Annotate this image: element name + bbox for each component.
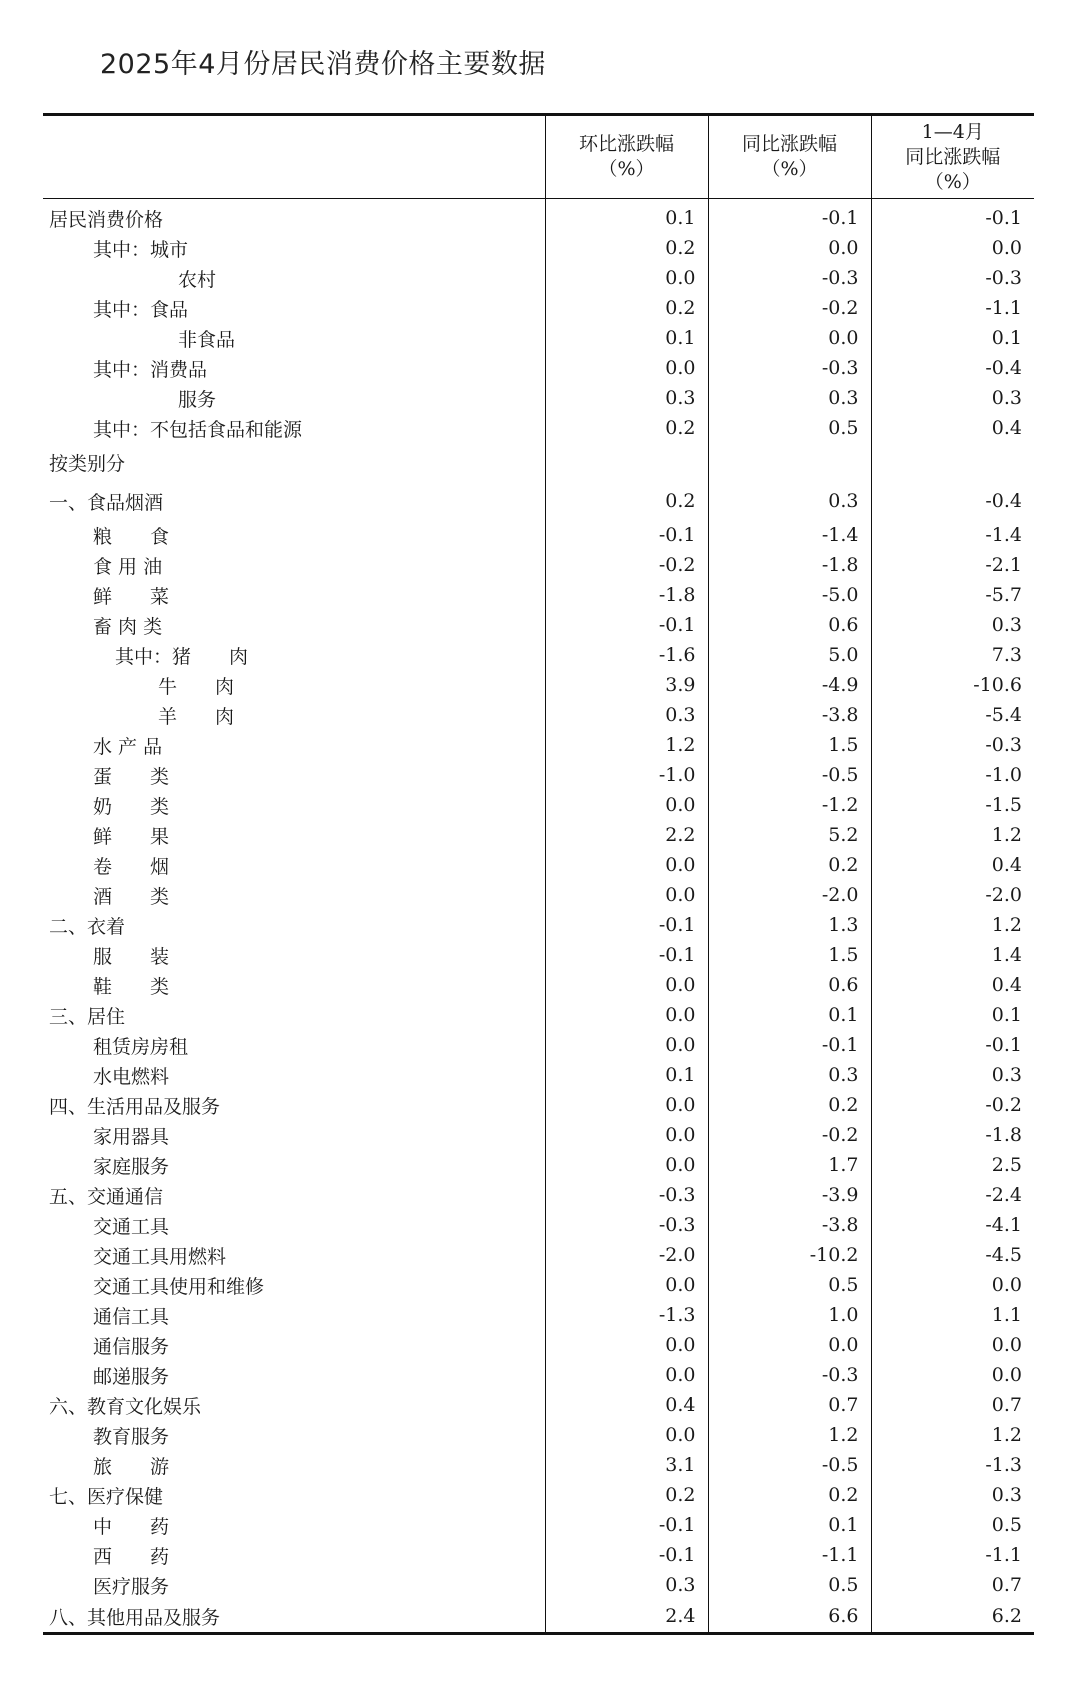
yoy-value: 0.5 bbox=[708, 413, 871, 443]
row-label: 鲜 果 bbox=[93, 825, 170, 848]
table-row bbox=[43, 1240, 1034, 1270]
yoy-value: -1.8 bbox=[708, 550, 871, 580]
yoy-value: -1.2 bbox=[708, 790, 871, 820]
ytd-value: -1.3 bbox=[871, 1450, 1034, 1480]
row-label: 其中：猪 肉 bbox=[115, 645, 249, 668]
mom-value: 0.3 bbox=[545, 1570, 708, 1600]
table-row bbox=[43, 482, 1034, 520]
mom-value: 0.0 bbox=[545, 1420, 708, 1450]
table-row bbox=[43, 1360, 1034, 1390]
ytd-value: 1.2 bbox=[871, 820, 1034, 850]
table-row bbox=[43, 940, 1034, 970]
ytd-value: -0.4 bbox=[871, 353, 1034, 383]
header-ytd-line2: 同比涨跌幅 bbox=[905, 145, 1001, 168]
ytd-value: 0.0 bbox=[871, 233, 1034, 263]
mom-value: 0.0 bbox=[545, 1030, 708, 1060]
mom-value: 0.0 bbox=[545, 1270, 708, 1300]
ytd-value: 0.0 bbox=[871, 1330, 1034, 1360]
ytd-value: -5.7 bbox=[871, 580, 1034, 610]
page-title: 2025年4月份居民消费价格主要数据 bbox=[100, 49, 546, 80]
table-row bbox=[43, 443, 1034, 482]
ytd-value: -0.1 bbox=[871, 199, 1034, 234]
row-label: 其中：消费品 bbox=[93, 358, 208, 381]
ytd-value: 0.7 bbox=[871, 1390, 1034, 1420]
row-label: 居民消费价格 bbox=[49, 208, 164, 231]
row-label: 粮 食 bbox=[93, 525, 170, 548]
ytd-value: -0.3 bbox=[871, 263, 1034, 293]
row-label: 鞋 类 bbox=[93, 975, 170, 998]
ytd-value: 0.0 bbox=[871, 1270, 1034, 1300]
ytd-value: 0.7 bbox=[871, 1570, 1034, 1600]
ytd-value: 0.3 bbox=[871, 610, 1034, 640]
ytd-value: -4.1 bbox=[871, 1210, 1034, 1240]
yoy-value: -3.8 bbox=[708, 1210, 871, 1240]
row-label: 食 用 油 bbox=[93, 555, 163, 578]
row-label: 二、衣着 bbox=[49, 915, 126, 938]
row-label: 一、食品烟酒 bbox=[49, 491, 164, 514]
row-label: 羊 肉 bbox=[158, 705, 235, 728]
table-row bbox=[43, 910, 1034, 940]
yoy-value: 1.0 bbox=[708, 1300, 871, 1330]
yoy-value: 1.2 bbox=[708, 1420, 871, 1450]
table-row bbox=[43, 700, 1034, 730]
row-label: 四、生活用品及服务 bbox=[49, 1095, 221, 1118]
table-row bbox=[43, 1270, 1034, 1300]
mom-value: -0.3 bbox=[545, 1180, 708, 1210]
header-yoy-line2: （%） bbox=[761, 158, 818, 180]
mom-value: 0.0 bbox=[545, 790, 708, 820]
ytd-value: -0.3 bbox=[871, 730, 1034, 760]
mom-value: 0.1 bbox=[545, 1060, 708, 1090]
ytd-value: 1.2 bbox=[871, 1420, 1034, 1450]
header-mom-line2: （%） bbox=[598, 158, 655, 180]
row-label: 五、交通通信 bbox=[49, 1185, 164, 1208]
yoy-value: 1.5 bbox=[708, 730, 871, 760]
row-label: 其中：不包括食品和能源 bbox=[93, 418, 303, 441]
table-row bbox=[43, 263, 1034, 293]
row-label: 家庭服务 bbox=[93, 1155, 170, 1178]
mom-value: -0.1 bbox=[545, 1540, 708, 1570]
header-mom-line1: 环比涨跌幅 bbox=[578, 133, 674, 155]
ytd-value: 0.3 bbox=[871, 383, 1034, 413]
yoy-value: 0.5 bbox=[708, 1270, 871, 1300]
mom-value: 0.2 bbox=[545, 233, 708, 263]
table-row bbox=[43, 1120, 1034, 1150]
table-row bbox=[43, 1060, 1034, 1090]
row-label: 中 药 bbox=[93, 1515, 170, 1538]
mom-value: -0.1 bbox=[545, 940, 708, 970]
table-row bbox=[43, 293, 1034, 323]
ytd-value: -1.1 bbox=[871, 293, 1034, 323]
ytd-value: -2.4 bbox=[871, 1180, 1034, 1210]
row-label: 交通工具使用和维修 bbox=[93, 1275, 265, 1298]
table-row bbox=[43, 640, 1034, 670]
table-row bbox=[43, 760, 1034, 790]
row-label: 按类别分 bbox=[49, 453, 126, 475]
mom-value: 0.0 bbox=[545, 1090, 708, 1120]
table-row bbox=[43, 610, 1034, 640]
ytd-value: 2.5 bbox=[871, 1150, 1034, 1180]
mom-value: -0.2 bbox=[545, 550, 708, 580]
table-row bbox=[43, 790, 1034, 820]
ytd-value: 1.2 bbox=[871, 910, 1034, 940]
yoy-value: 0.0 bbox=[708, 1330, 871, 1360]
ytd-value: -4.5 bbox=[871, 1240, 1034, 1270]
ytd-value: -2.0 bbox=[871, 880, 1034, 910]
yoy-value: -4.9 bbox=[708, 670, 871, 700]
yoy-value: 0.2 bbox=[708, 850, 871, 880]
mom-value: -0.3 bbox=[545, 1210, 708, 1240]
yoy-value: 0.0 bbox=[708, 323, 871, 353]
ytd-value: -1.8 bbox=[871, 1120, 1034, 1150]
mom-value: 0.0 bbox=[545, 850, 708, 880]
mom-value: 0.0 bbox=[545, 1000, 708, 1030]
row-label: 西 药 bbox=[93, 1545, 170, 1568]
mom-value: 3.1 bbox=[545, 1450, 708, 1480]
row-label: 其中：城市 bbox=[93, 238, 189, 261]
table-row bbox=[43, 1450, 1034, 1480]
header-ytd bbox=[871, 115, 1034, 199]
ytd-value: 1.1 bbox=[871, 1300, 1034, 1330]
ytd-value: 1.4 bbox=[871, 940, 1034, 970]
table-row bbox=[43, 520, 1034, 550]
table-row bbox=[43, 1180, 1034, 1210]
row-label: 水电燃料 bbox=[93, 1065, 170, 1088]
row-label: 非食品 bbox=[178, 328, 236, 351]
mom-value: 0.2 bbox=[545, 293, 708, 323]
table-row bbox=[43, 233, 1034, 263]
row-label: 教育服务 bbox=[93, 1425, 170, 1448]
mom-value: -0.1 bbox=[545, 910, 708, 940]
mom-value: -0.1 bbox=[545, 520, 708, 550]
mom-value: 0.0 bbox=[545, 880, 708, 910]
yoy-value: -0.1 bbox=[708, 1030, 871, 1060]
header-yoy-line1: 同比涨跌幅 bbox=[741, 133, 837, 155]
ytd-value: -10.6 bbox=[871, 670, 1034, 700]
yoy-value: -0.2 bbox=[708, 1120, 871, 1150]
ytd-value: 0.4 bbox=[871, 413, 1034, 443]
row-label: 蛋 类 bbox=[93, 765, 170, 788]
ytd-value: -1.5 bbox=[871, 790, 1034, 820]
row-label: 交通工具 bbox=[93, 1215, 170, 1238]
mom-value: 0.2 bbox=[545, 482, 708, 520]
mom-value: -0.1 bbox=[545, 610, 708, 640]
table-row bbox=[43, 383, 1034, 413]
yoy-value: -0.3 bbox=[708, 1360, 871, 1390]
yoy-value: 0.2 bbox=[708, 1090, 871, 1120]
ytd-value: -1.0 bbox=[871, 760, 1034, 790]
yoy-value: -2.0 bbox=[708, 880, 871, 910]
mom-value bbox=[545, 443, 708, 482]
mom-value: 3.9 bbox=[545, 670, 708, 700]
table-row bbox=[43, 970, 1034, 1000]
row-label: 其中：食品 bbox=[93, 298, 189, 321]
yoy-value: 0.1 bbox=[708, 1000, 871, 1030]
mom-value: 0.3 bbox=[545, 700, 708, 730]
table-row bbox=[43, 1150, 1034, 1180]
table-row bbox=[43, 1300, 1034, 1330]
cpi-table bbox=[43, 113, 1034, 1635]
mom-value: 0.2 bbox=[545, 1480, 708, 1510]
yoy-value: -3.9 bbox=[708, 1180, 871, 1210]
table-row bbox=[43, 413, 1034, 443]
table-body bbox=[43, 199, 1034, 1634]
mom-value: 1.2 bbox=[545, 730, 708, 760]
yoy-value: 0.2 bbox=[708, 1480, 871, 1510]
ytd-value: 0.3 bbox=[871, 1060, 1034, 1090]
mom-value: 0.0 bbox=[545, 263, 708, 293]
yoy-value: 0.6 bbox=[708, 970, 871, 1000]
ytd-value: 0.1 bbox=[871, 1000, 1034, 1030]
yoy-value: 1.3 bbox=[708, 910, 871, 940]
yoy-value: 0.0 bbox=[708, 233, 871, 263]
mom-value: 0.1 bbox=[545, 323, 708, 353]
yoy-value: -3.8 bbox=[708, 700, 871, 730]
ytd-value: 0.4 bbox=[871, 970, 1034, 1000]
header-mom bbox=[545, 115, 708, 199]
row-label: 鲜 菜 bbox=[93, 585, 170, 608]
table-row bbox=[43, 199, 1034, 234]
row-label: 通信服务 bbox=[93, 1335, 170, 1358]
yoy-value: 5.2 bbox=[708, 820, 871, 850]
mom-value: 0.0 bbox=[545, 1120, 708, 1150]
yoy-value: -1.1 bbox=[708, 1540, 871, 1570]
mom-value: 0.0 bbox=[545, 1360, 708, 1390]
table-row bbox=[43, 1030, 1034, 1060]
mom-value: 2.2 bbox=[545, 820, 708, 850]
row-label: 服务 bbox=[178, 388, 217, 411]
yoy-value: -0.3 bbox=[708, 353, 871, 383]
row-label: 水 产 品 bbox=[93, 735, 163, 758]
row-label: 三、居住 bbox=[49, 1005, 126, 1028]
ytd-value: -5.4 bbox=[871, 700, 1034, 730]
mom-value: 2.4 bbox=[545, 1600, 708, 1634]
yoy-value: -0.5 bbox=[708, 760, 871, 790]
ytd-value: 0.4 bbox=[871, 850, 1034, 880]
mom-value: 0.0 bbox=[545, 353, 708, 383]
ytd-value: 7.3 bbox=[871, 640, 1034, 670]
row-label: 通信工具 bbox=[93, 1305, 170, 1328]
header-ytd-line3: （%） bbox=[924, 170, 981, 193]
row-label: 酒 类 bbox=[93, 885, 170, 908]
header-label-col bbox=[43, 115, 545, 199]
yoy-value: 0.3 bbox=[708, 1060, 871, 1090]
yoy-value: 0.5 bbox=[708, 1570, 871, 1600]
row-label: 奶 类 bbox=[93, 795, 170, 818]
yoy-value: 0.7 bbox=[708, 1390, 871, 1420]
mom-value: 0.3 bbox=[545, 383, 708, 413]
yoy-value: 0.3 bbox=[708, 383, 871, 413]
mom-value: 0.0 bbox=[545, 1330, 708, 1360]
mom-value: -1.8 bbox=[545, 580, 708, 610]
row-label: 租赁房房租 bbox=[93, 1035, 189, 1058]
yoy-value: 0.3 bbox=[708, 482, 871, 520]
yoy-value: 1.7 bbox=[708, 1150, 871, 1180]
mom-value: -0.1 bbox=[545, 1510, 708, 1540]
row-label: 八、其他用品及服务 bbox=[43, 1600, 545, 1634]
mom-value: 0.0 bbox=[545, 970, 708, 1000]
table-row bbox=[43, 1570, 1034, 1600]
yoy-value: -0.3 bbox=[708, 263, 871, 293]
yoy-value: 5.0 bbox=[708, 640, 871, 670]
yoy-value: -1.4 bbox=[708, 520, 871, 550]
ytd-value: 0.3 bbox=[871, 1480, 1034, 1510]
row-label: 医疗服务 bbox=[93, 1575, 170, 1598]
table-header-row bbox=[43, 115, 1034, 199]
table-row bbox=[43, 1600, 1034, 1634]
yoy-value: 6.6 bbox=[708, 1600, 871, 1634]
table-row bbox=[43, 1420, 1034, 1450]
yoy-value bbox=[708, 443, 871, 482]
mom-value: 0.0 bbox=[545, 1150, 708, 1180]
table-row bbox=[43, 1090, 1034, 1120]
table-row bbox=[43, 353, 1034, 383]
table-row bbox=[43, 1540, 1034, 1570]
ytd-value: -1.4 bbox=[871, 520, 1034, 550]
row-label: 牛 肉 bbox=[158, 675, 235, 698]
yoy-value: 0.1 bbox=[708, 1510, 871, 1540]
row-label: 七、医疗保健 bbox=[49, 1485, 164, 1508]
mom-value: 0.1 bbox=[545, 199, 708, 234]
table-row bbox=[43, 850, 1034, 880]
row-label: 家用器具 bbox=[93, 1125, 170, 1148]
row-label: 服 装 bbox=[93, 945, 170, 968]
ytd-value: -0.1 bbox=[871, 1030, 1034, 1060]
mom-value: -1.3 bbox=[545, 1300, 708, 1330]
row-label: 六、教育文化娱乐 bbox=[49, 1395, 202, 1418]
yoy-value: -0.5 bbox=[708, 1450, 871, 1480]
ytd-value: -2.1 bbox=[871, 550, 1034, 580]
table-row bbox=[43, 880, 1034, 910]
ytd-value: 0.5 bbox=[871, 1510, 1034, 1540]
table-row bbox=[43, 550, 1034, 580]
row-label: 交通工具用燃料 bbox=[93, 1245, 227, 1268]
table-row bbox=[43, 323, 1034, 353]
mom-value: -1.0 bbox=[545, 760, 708, 790]
mom-value: -2.0 bbox=[545, 1240, 708, 1270]
table-row bbox=[43, 580, 1034, 610]
row-label: 卷 烟 bbox=[93, 855, 170, 878]
ytd-value: -0.4 bbox=[871, 482, 1034, 520]
table-row bbox=[43, 1510, 1034, 1540]
table-row bbox=[43, 1330, 1034, 1360]
ytd-value: 0.0 bbox=[871, 1360, 1034, 1390]
ytd-value bbox=[871, 443, 1034, 482]
yoy-value: -0.1 bbox=[708, 199, 871, 234]
ytd-value: 6.2 bbox=[871, 1600, 1034, 1634]
yoy-value: -10.2 bbox=[708, 1240, 871, 1270]
header-ytd-line1: 1—4月 bbox=[921, 120, 984, 143]
table-row bbox=[43, 1390, 1034, 1420]
ytd-value: 0.1 bbox=[871, 323, 1034, 353]
row-label: 旅 游 bbox=[93, 1455, 170, 1478]
yoy-value: 1.5 bbox=[708, 940, 871, 970]
yoy-value: -0.2 bbox=[708, 293, 871, 323]
mom-value: 0.4 bbox=[545, 1390, 708, 1420]
row-label: 畜 肉 类 bbox=[93, 615, 163, 638]
table-row bbox=[43, 1000, 1034, 1030]
row-label: 邮递服务 bbox=[93, 1365, 170, 1388]
yoy-value: -5.0 bbox=[708, 580, 871, 610]
yoy-value: 0.6 bbox=[708, 610, 871, 640]
table-row bbox=[43, 1210, 1034, 1240]
mom-value: -1.6 bbox=[545, 640, 708, 670]
table-row bbox=[43, 730, 1034, 760]
table-row bbox=[43, 670, 1034, 700]
ytd-value: -1.1 bbox=[871, 1540, 1034, 1570]
table-row bbox=[43, 820, 1034, 850]
mom-value: 0.2 bbox=[545, 413, 708, 443]
header-yoy bbox=[708, 115, 871, 199]
table-row bbox=[43, 1480, 1034, 1510]
ytd-value: -0.2 bbox=[871, 1090, 1034, 1120]
row-label: 农村 bbox=[178, 268, 217, 291]
